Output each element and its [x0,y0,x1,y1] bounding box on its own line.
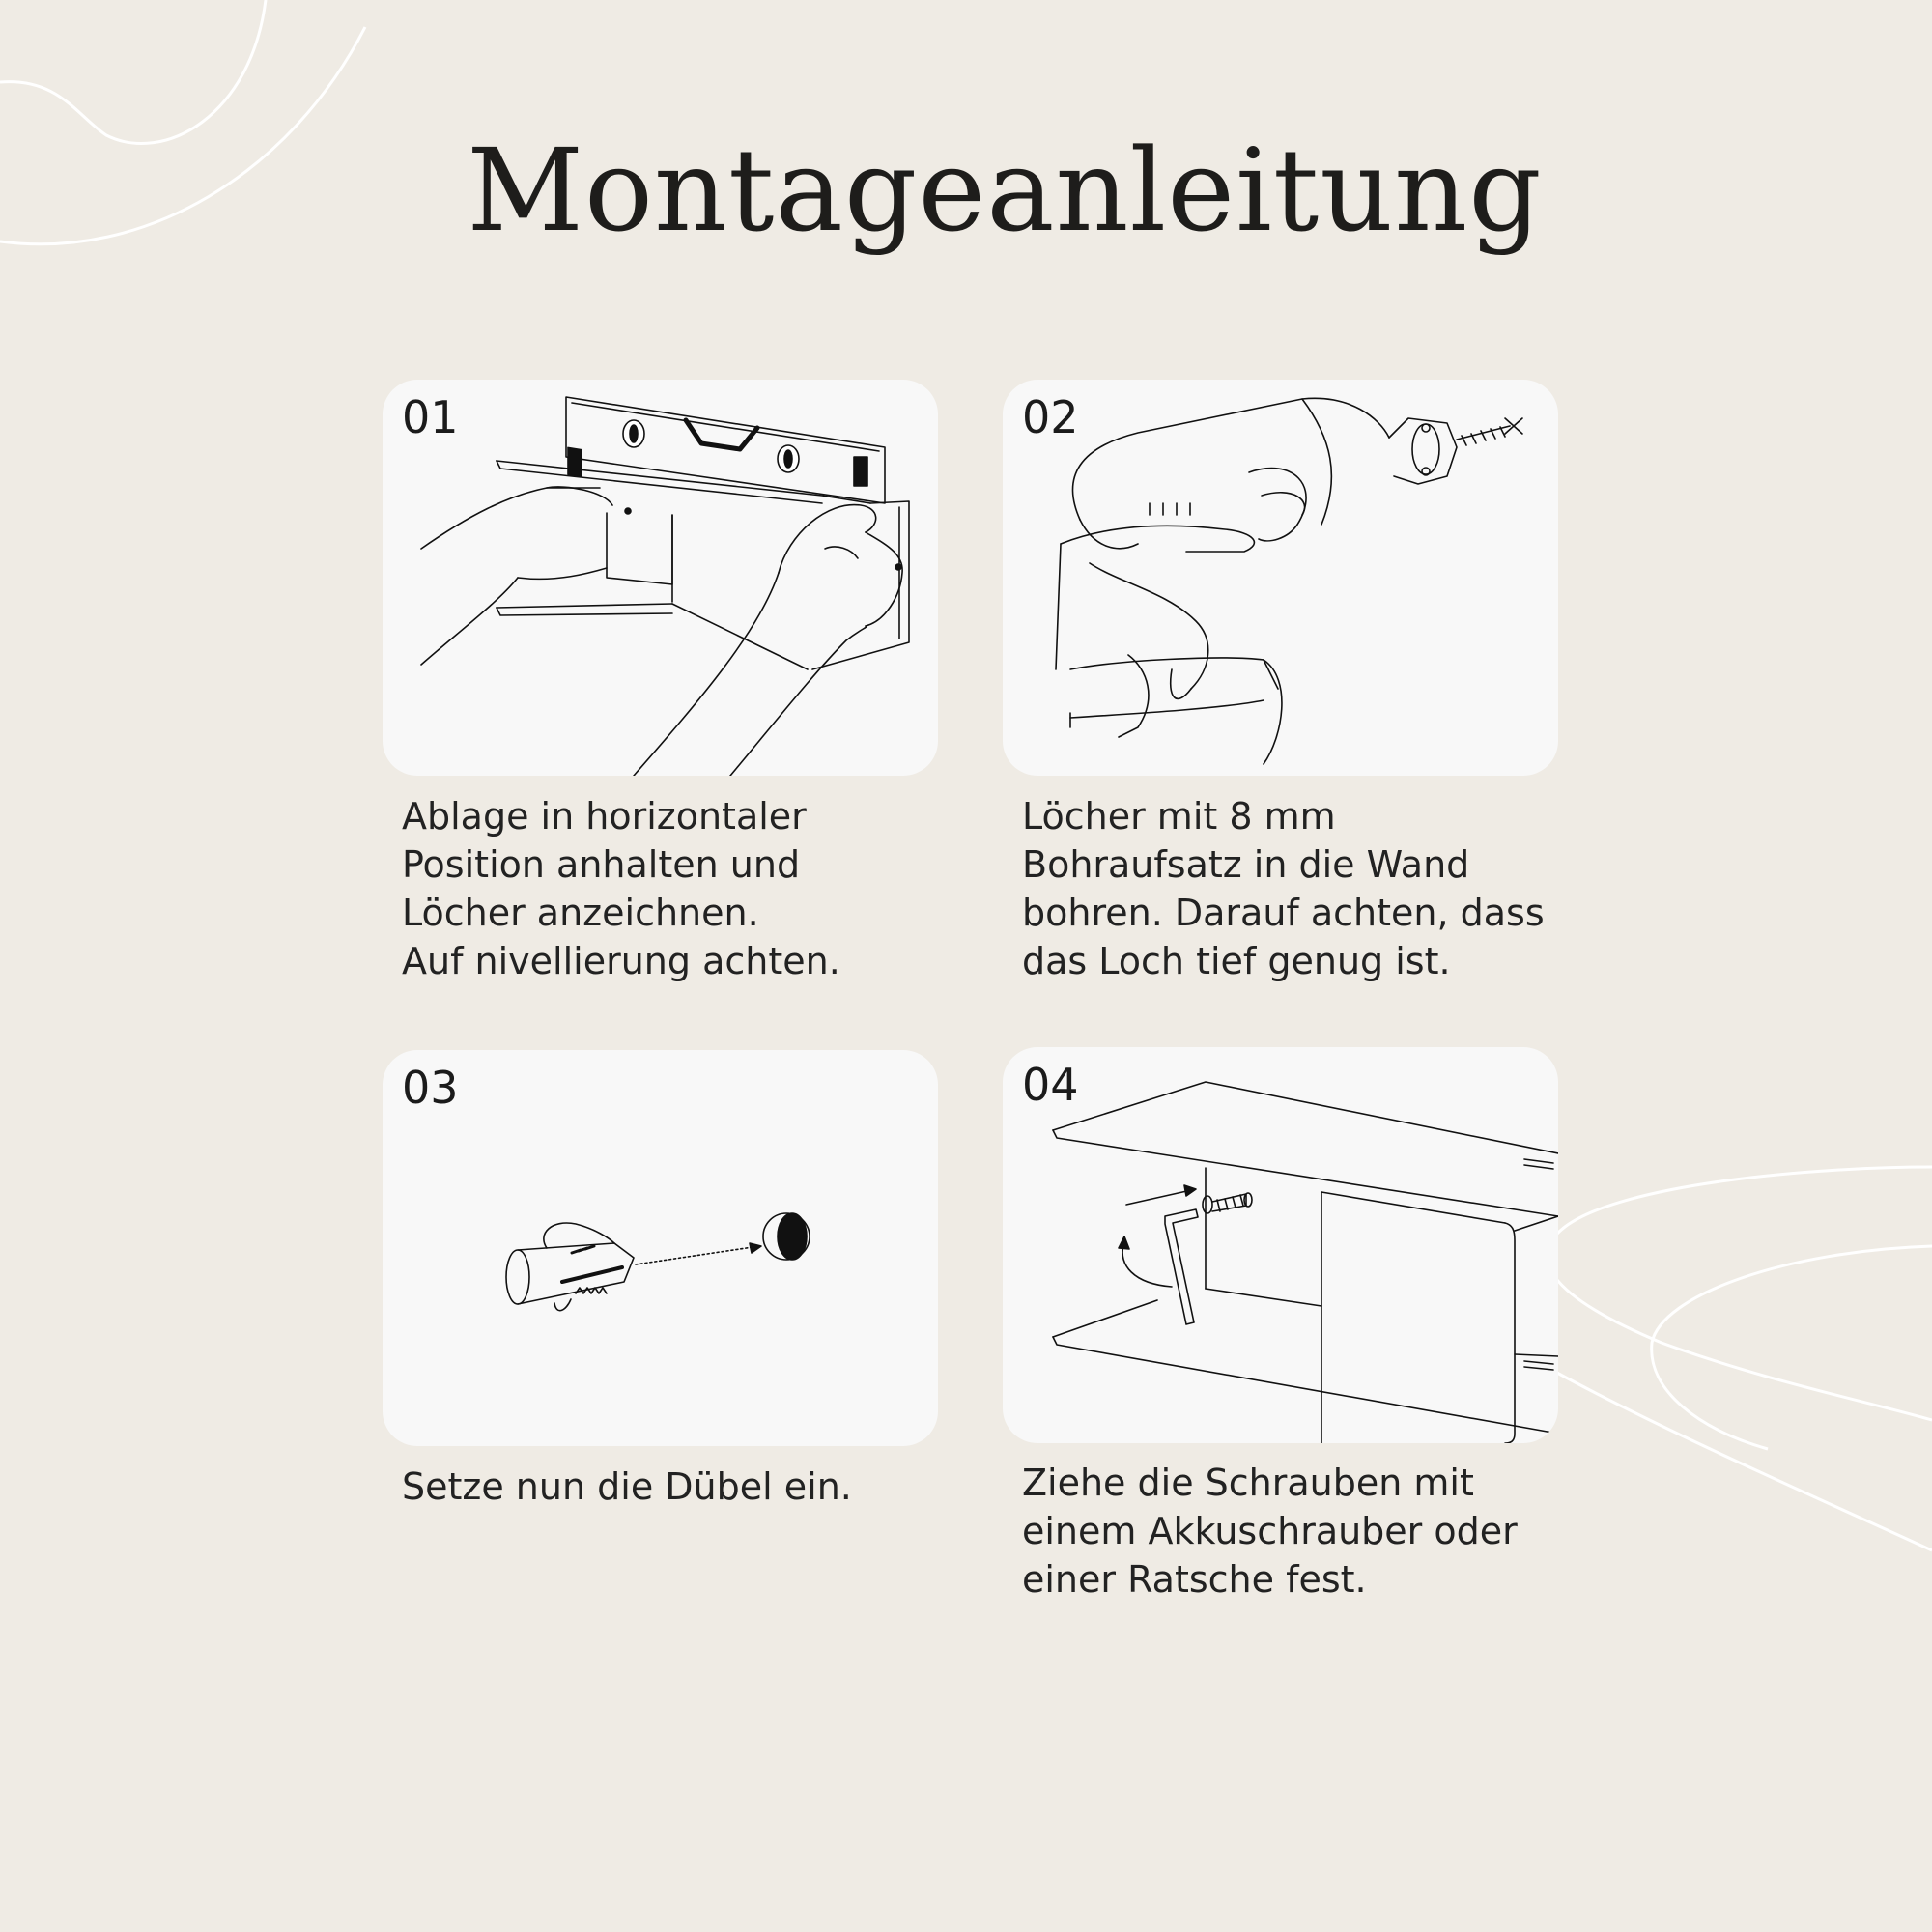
screw-hex-key-illustration [1003,1047,1558,1443]
step-description-02 [1022,792,1602,985]
step-number: 01 [402,391,459,443]
description-line: Löcher mit 8 mm [1022,795,1336,838]
page-title: Montageanleitung [467,124,1543,257]
description-line: Bohraufsatz in die Wand [1022,843,1470,886]
wall-plug-illustration [383,1050,938,1446]
description-line: Position anhalten und [402,843,801,886]
description-line: einer Ratsche fest. [1022,1558,1367,1601]
drill-illustration [1003,380,1558,776]
description-line: Auf nivellierung achten. [402,940,840,982]
description-line: Ablage in horizontaler [402,795,807,838]
step-number: 04 [1022,1059,1079,1111]
description-line: das Loch tief genug ist. [1022,940,1451,982]
step-number: 02 [1022,391,1079,443]
step-description-03 [402,1463,981,1511]
step-description-04 [1022,1459,1602,1604]
description-line: einem Akkuschrauber oder [1022,1510,1518,1552]
step-number: 03 [402,1062,459,1114]
step-card-03 [383,1050,938,1446]
step-card-01 [383,380,938,776]
description-line: Löcher anzeichnen. [402,892,759,934]
description-line: Setze nun die Dübel ein. [402,1465,852,1508]
step-description-01 [402,792,981,985]
step-card-04 [1003,1047,1558,1443]
spirit-level-illustration [383,380,938,776]
step-card-02 [1003,380,1558,776]
description-line: bohren. Darauf achten, dass [1022,892,1545,934]
description-line: Ziehe die Schrauben mit [1022,1462,1474,1504]
